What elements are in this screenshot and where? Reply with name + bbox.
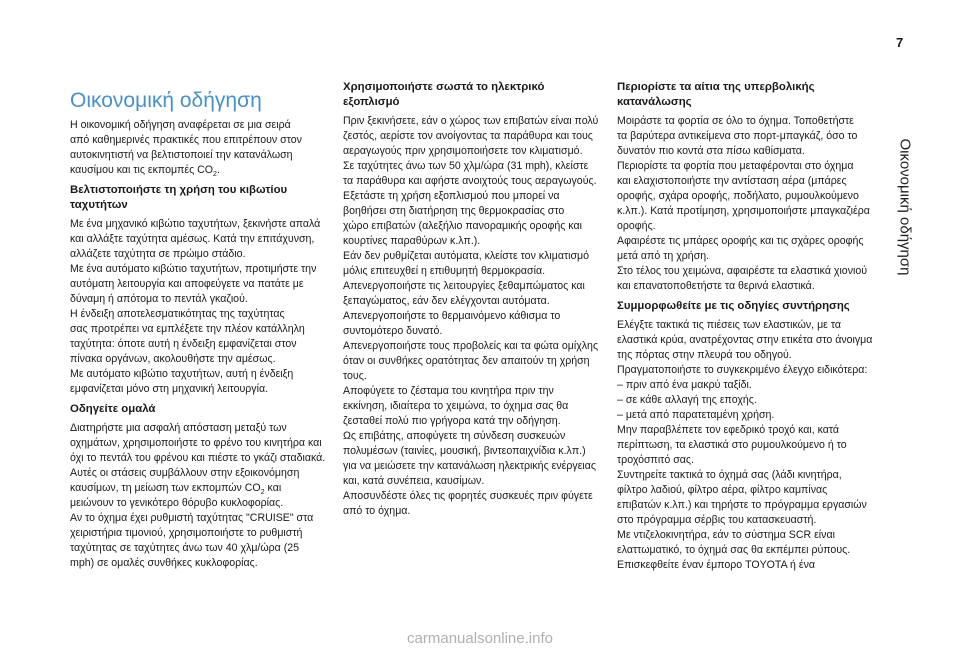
smooth-driving-paragraph: Διατηρήστε μια ασφαλή απόσταση μεταξύ των οχημάτων, χρησιμοποιήστε το φρένο του κινητήρα και όχι το πεντάλ του φρένου και πιέστε το γκάζι σταδιακά. Αυτές οι στάσεις συμβάλλουν στην εξοικονόμηση καυσίμων, τη μείωση των εκπομπών $CO_2$ και μειώνουν το γενικότερο θόρυβο κυκλοφορίας. Αν το όχημα έχει ρυθμιστή ταχύτητας "CRUISE" στα χειριστήρια τιμονιού, χρησιμοποιήστε το ρυθμιστή ταχύτητας σε ταχύτητες άνω των 40 χλμ/ώρα (25 mph) σε ομαλές συνθήκες κυκλοφορίας. bbox=[70, 422, 326, 569]
watermark-footer: carmanualsonline.info bbox=[407, 630, 553, 647]
heading-gearbox: Βελτιστοποιήστε τη χρήση του κιβωτίου ταχυτήτων bbox=[70, 184, 288, 211]
side-tab-label: Οικονομική οδήγηση bbox=[896, 138, 914, 275]
consumption-paragraph: Μοιράστε τα φορτία σε όλο το όχημα. Τοποθετήστε τα βαρύτερα αντικείμενα στο πορτ-μπαγκάζ, όσο το δυνατόν πιο κοντά στα πίσω καθίσματα. Περιορίστε τα φορτία που μεταφέρονται στο όχημα και ελαχιστοποιήστε την αντίσταση αέρα (μπάρες οροφής, σχάρα οροφής, ποδήλατο, ρυμουλκούμενο κ.λπ.). Κατά προτίμηση, χρησιμοποιήστε μπαγκαζιέρα οροφής. Αφαιρέστε τις μπάρες οροφής και τις σχάρες οροφής μετά από τη χρήση. Στο τέλος του χειμώνα, αφαιρέστε τα ελαστικά χιονιού και επανατοποθετήστε τα θερινά ελαστικά. bbox=[617, 115, 870, 292]
page-number: 7 bbox=[896, 35, 904, 50]
column-3 bbox=[617, 80, 885, 573]
maintenance-paragraph: Ελέγξτε τακτικά τις πιέσεις των ελαστικών, με τα ελαστικά κρύα, ανατρέχοντας στην ετικέτα στο άνοιγμα της πόρτας στην πλευρά του οδηγού. Πραγματοποιήστε το συγκεκριμένο έλεγχο ειδικότερα: – πριν από ένα μακρύ ταξίδι. – σε κάθε αλλαγή της εποχής. – μετά από παρατεταμένη χρήση. Μην παραβλέπετε τον εφεδρικό τροχό και, κατά περίπτωση, τα ελαστικά στο ρυμουλκούμενο ή το τροχόσπιτό σας. Συντηρείτε τακτικά το όχημά σας (λάδι κινητήρα, φίλτρο λαδιού, φίλτρο αέρα, φίλτρο καμπίνας επιβατών κ.λπ.) και τηρήστε το πρόγραμμα εργασιών στο πρόγραμμα σέρβις του κατασκευαστή. Με ντιζελοκινητήρα, εάν το σύστημα SCR είναι ελαττωματικό, το όχημά σας θα εκπέμπει ρύπους. Επισκεφθείτε έναν έμπορο TOYOTA ή ένα bbox=[617, 319, 873, 571]
heading-maintenance: Συμμορφωθείτε με τις οδηγίες συντήρησης bbox=[617, 300, 850, 312]
intro-paragraph: Η οικονομική οδήγηση αναφέρεται σε μια σειρά από καθημερινές πρακτικές που επιτρέπουν στον αυτοκινητιστή να βελτιστοποιεί την κατανάλωση καυσίμου και τις εκπομπές $CO_2$. bbox=[70, 119, 302, 179]
gearbox-paragraph: Με ένα μηχανικό κιβώτιο ταχυτήτων, ξεκινήστε απαλά και αλλάξτε ταχύτητα αμέσως. Κατά την επιτάχυνση, αλλάζετε ταχύτητα σε πρώιμο στάδιο. Με ένα αυτόματο κιβώτιο ταχυτήτων, προτιμήστε την αυτόματη λειτουργία και αποφεύγετε να πατάτε με δύναμη ή απότομα το πεντάλ γκαζιού. Η ένδειξη αποτελεσματικότητας της ταχύτητας σας προτρέπει να εμπλέξετε την πλέον κατάλληλη ταχύτητα: όποτε αυτή η ένδειξη εμφανίζεται στον πίνακα οργάνων, ακολουθήστε την αμέσως. Με αυτόματο κιβώτιο ταχυτήτων, αυτή η ένδειξη εμφανίζεται μόνο στη μηχανική λειτουργία. bbox=[70, 218, 321, 395]
column-1 bbox=[70, 88, 338, 571]
column-2 bbox=[343, 80, 611, 519]
section-side-tab bbox=[889, 60, 921, 353]
heading-smooth-driving: Οδηγείτε ομαλά bbox=[70, 403, 156, 415]
heading-electrical-equipment: Χρησιμοποιήστε σωστά το ηλεκτρικό εξοπλισμό bbox=[343, 81, 545, 108]
electrical-paragraph: Πριν ξεκινήσετε, εάν ο χώρος των επιβατών είναι πολύ ζεστός, αερίστε τον ανοίγοντας τα παράθυρα και τους αεραγωγούς πριν χρησιμοποιήσετε τον κλιματισμό. Σε ταχύτητες άνω των 50 χλμ/ώρα (31 mph), κλείστε τα παράθυρα και αφήστε ανοιχτούς τους αεραγωγούς. Εξετάστε τη χρήση εξοπλισμού που μπορεί να βοηθήσει στη διατήρηση της θερμοκρασίας στο χώρο επιβατών (αλεξήλιο πανοραμικής οροφής και κουρτίνες παραθύρων κ.λπ.). Εάν δεν ρυθμίζεται αυτόματα, κλείστε τον κλιματισμό μόλις επιτευχθεί η επιθυμητή θερμοκρασία. Απενεργοποιήστε τις λειτουργίες ξεθαμπώματος και ξεπαγώματος, εάν δεν ελέγχονται αυτόματα. Απενεργοποιήστε το θερμαινόμενο κάθισμα το συντομότερο δυνατό. Απενεργοποιήστε τους προβολείς και τα φώτα ομίχλης όταν οι συνθήκες ορατότητας δεν απαιτούν τη χρήση τους. Αποφύγετε το ζέσταμα του κινητήρα πριν την εκκίνηση, ιδιαίτερα το χειμώνα, το όχημα σας θα ζεσταθεί πολύ πιο γρήγορα κατά την οδήγηση. Ως επιβάτης, αποφύγετε τη σύνδεση συσκευών πολυμέσων (ταινίες, μουσική, βιντεοπαιχνίδια κ.λπ.) για να μειώσετε την κατανάλωση ηλεκτρικής ενέργειας και, κατά συνέπεια, καυσίμων. Αποσυνδέστε όλες τις φορητές συσκευές πριν φύγετε από το όχημα. bbox=[343, 115, 599, 517]
heading-consumption: Περιορίστε τα αίτια της υπερβολικής κατανάλωσης bbox=[617, 81, 815, 108]
page-title: Οικονομική οδήγηση bbox=[70, 89, 262, 112]
